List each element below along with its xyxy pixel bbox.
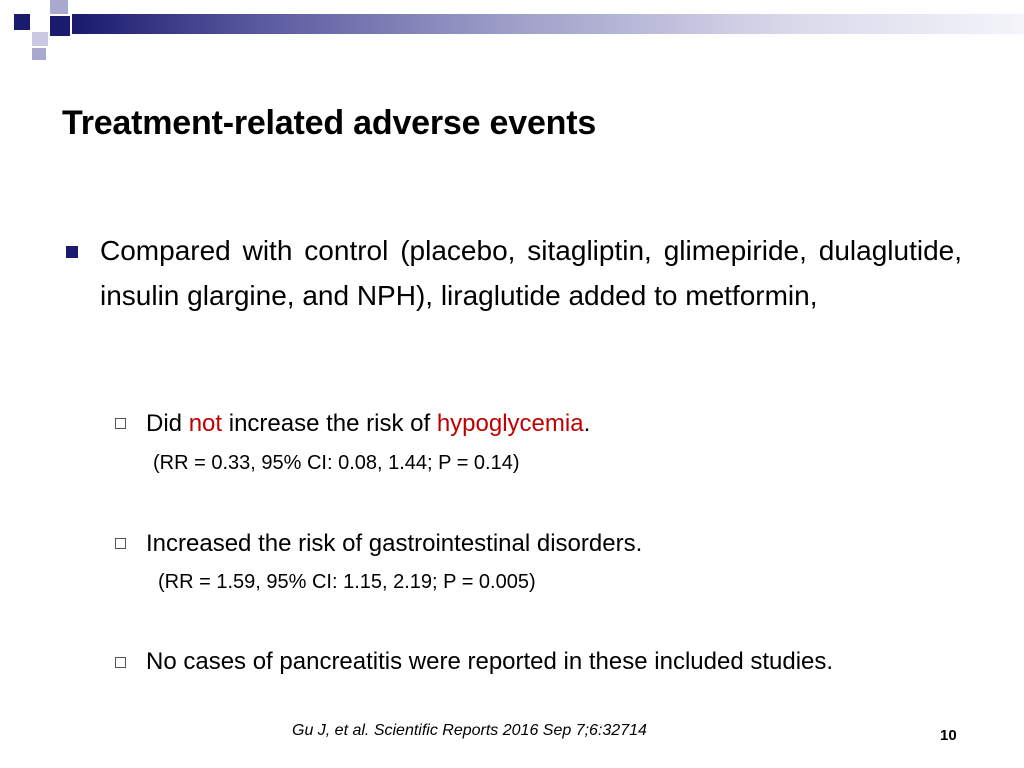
stats-gastrointestinal: (RR = 1.59, 95% CI: 1.15, 2.19; P = 0.005) (158, 571, 536, 593)
decor-square-lavender (32, 32, 48, 46)
emphasis-hypoglycemia: hypoglycemia (436, 410, 584, 437)
decor-square-navy (14, 14, 30, 30)
sub-bullet-text: increase the risk of (222, 410, 437, 437)
hollow-square-bullet-icon (115, 418, 126, 429)
hollow-square-bullet-icon (115, 538, 126, 549)
slide-title: Treatment-related adverse events (62, 104, 597, 142)
main-bullet-text: Compared with control (placebo, sitagliptin, glimepiride, dulaglutide, insulin glargine, and NPH), liraglutide added to metformin, (100, 235, 962, 311)
hollow-square-bullet-icon (115, 657, 126, 668)
page-number: 10 (940, 727, 957, 744)
square-bullet-icon (66, 246, 78, 258)
sub-bullet-pancreatitis: No cases of pancreatitis were reported in these included studies. (146, 648, 834, 675)
sub-bullet-text: . (583, 410, 591, 437)
sub-bullet-text: Did (146, 410, 189, 437)
stats-hypoglycemia: (RR = 0.33, 95% CI: 0.08, 1.44; P = 0.14) (153, 452, 520, 474)
sub-bullet-hypoglycemia (146, 410, 590, 438)
citation: Gu J, et al. Scientific Reports 2016 Sep 7;6:32714 (292, 722, 647, 739)
emphasis-not: not (188, 410, 223, 437)
decor-square-navy (50, 16, 70, 36)
decor-square-lavender (50, 0, 68, 14)
sub-bullet-gastrointestinal: Increased the risk of gastrointestinal disorders. (146, 530, 643, 557)
decor-square-lavender (32, 48, 46, 60)
header-gradient-bar (72, 14, 1024, 34)
